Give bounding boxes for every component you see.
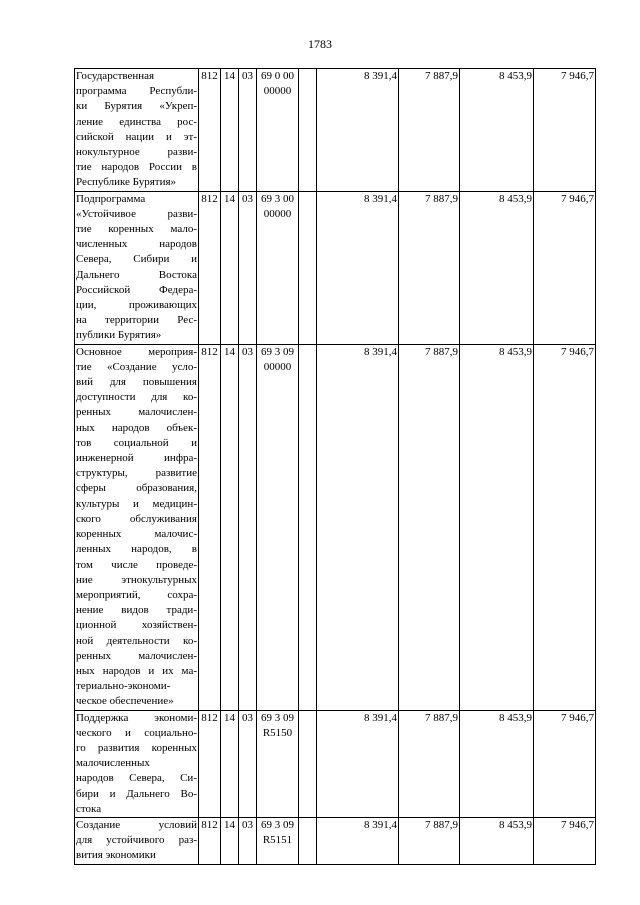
amount-cell: 7 887,9: [399, 710, 460, 817]
row-name-line: мероприятий, сохра-: [76, 588, 197, 601]
row-name-line: ние этнокультурных: [76, 573, 197, 586]
row-name-line: тие коренных мало-: [76, 223, 197, 236]
row-name-line: тие «Создание усло-: [76, 360, 197, 373]
subsection-code-cell: 03: [239, 344, 257, 710]
table-row: [75, 710, 596, 817]
target-article-cell: [257, 191, 299, 344]
target-article-line: 69 0 00: [261, 70, 294, 82]
row-name-line: Поддержка экономи-: [76, 711, 197, 724]
amount-cell: 8 453,9: [460, 344, 534, 710]
row-name-line: доступности для ко-: [76, 391, 197, 404]
row-name-line: сферы образования,: [76, 482, 197, 495]
row-name-line: ленных народов, в: [76, 543, 197, 556]
ministry-code-cell: 812: [199, 191, 221, 344]
amount-cell: 7 946,7: [534, 344, 596, 710]
row-name-line: народов Севера, Си-: [76, 772, 197, 785]
amount-cell: 7 887,9: [399, 69, 460, 192]
row-name-line: ции, проживающих: [76, 299, 197, 312]
row-name-line: нение видов тради-: [76, 604, 197, 617]
row-name-line: коренных малочис-: [76, 528, 197, 541]
table-body: [75, 69, 596, 865]
amount-cell: 7 887,9: [399, 191, 460, 344]
row-name-line: культуры и медицин-: [76, 497, 197, 510]
target-article-line: 00000: [263, 85, 292, 98]
ministry-code-cell: 812: [199, 710, 221, 817]
target-article-line: 69 3 09: [261, 818, 294, 831]
row-name-line: инженерной инфра-: [76, 452, 197, 465]
amount-cell: 7 887,9: [399, 817, 460, 864]
row-name-line: Севера, Сибири и: [76, 253, 197, 266]
row-name-cell: [75, 69, 199, 192]
amount-cell: 8 391,4: [317, 191, 399, 344]
section-code-cell: 14: [221, 344, 239, 710]
row-name-line: ренных малочислен-: [76, 649, 197, 662]
target-article-cell: [257, 344, 299, 710]
row-name-line: ных народов и их ма-: [76, 664, 197, 677]
subsection-code-cell: 03: [239, 710, 257, 817]
row-name-line: бири и Дальнего Во-: [76, 787, 197, 800]
subsection-code-cell: 03: [239, 191, 257, 344]
amount-cell: 8 453,9: [460, 710, 534, 817]
ministry-code-cell: 812: [199, 817, 221, 864]
row-name-line: Республике Бурятия»: [76, 176, 177, 189]
row-name-line: тие народов России в: [76, 161, 197, 174]
subsection-code-cell: 03: [239, 817, 257, 864]
row-name-line: публики Бурятия»: [76, 329, 162, 342]
target-article-cell: [257, 69, 299, 192]
row-name-line: ского обслуживания: [76, 512, 197, 525]
amount-cell: 8 391,4: [317, 817, 399, 864]
row-name-line: ческого и социально-: [76, 726, 197, 739]
target-article-cell: [257, 710, 299, 817]
row-name-line: нокультурное разви-: [76, 146, 197, 159]
table-row: [75, 191, 596, 344]
row-name-line: стока: [76, 802, 102, 815]
row-name-line: ки Бурятия «Укреп-: [76, 100, 197, 113]
amount-cell: 8 453,9: [460, 817, 534, 864]
row-name-line: ренных малочислен-: [76, 406, 197, 419]
amount-cell: 7 946,7: [534, 191, 596, 344]
row-name-cell: [75, 191, 199, 344]
table-row: [75, 817, 596, 864]
row-name-line: Основное мероприя-: [76, 345, 197, 358]
row-name-line: сийской нации и эт-: [76, 130, 197, 143]
row-name-cell: [75, 344, 199, 710]
row-name-line: вития экономики: [76, 849, 156, 862]
ministry-code-cell: 812: [199, 69, 221, 192]
expense-type-cell: [299, 710, 317, 817]
budget-table: [74, 68, 596, 865]
amount-cell: 8 453,9: [460, 69, 534, 192]
target-article-line: 69 3 00: [261, 192, 294, 205]
amount-cell: 7 887,9: [399, 344, 460, 710]
row-name-line: ление единства рос-: [76, 115, 197, 128]
row-name-line: ной деятельности ко-: [76, 634, 197, 647]
amount-cell: 8 391,4: [317, 344, 399, 710]
row-name-line: том числе проведе-: [76, 558, 197, 571]
expense-type-cell: [299, 191, 317, 344]
ministry-code-cell: 812: [199, 344, 221, 710]
page-number: 1783: [308, 37, 332, 51]
row-name-line: Российской Федера-: [76, 283, 197, 296]
row-name-line: для устойчивого раз-: [76, 834, 197, 847]
row-name-line: программа Республи-: [76, 85, 197, 98]
section-code-cell: 14: [221, 69, 239, 192]
row-name-line: «Устойчивое разви-: [76, 207, 197, 220]
row-name-line: малочисленных: [76, 757, 150, 770]
row-name-line: вий для повышения: [76, 376, 197, 389]
section-code-cell: 14: [221, 710, 239, 817]
amount-cell: 8 391,4: [317, 69, 399, 192]
target-article-cell: [257, 817, 299, 864]
amount-cell: 7 946,7: [534, 817, 596, 864]
amount-cell: 8 391,4: [317, 710, 399, 817]
row-name-line: териально-экономи-: [76, 680, 171, 693]
row-name-line: Государственная: [76, 70, 155, 82]
table-row: [75, 69, 596, 192]
target-article-line: 69 3 09: [261, 345, 294, 358]
row-name-cell: [75, 817, 199, 864]
amount-cell: 7 946,7: [534, 69, 596, 192]
amount-cell: 8 453,9: [460, 191, 534, 344]
target-article-line: R5151: [262, 834, 293, 847]
row-name-line: ционной хозяйствен-: [76, 619, 197, 632]
row-name-line: на территории Рес-: [76, 314, 197, 327]
expense-type-cell: [299, 344, 317, 710]
target-article-line: 00000: [263, 207, 292, 220]
row-name-line: ческое обеспечение»: [76, 695, 174, 708]
row-name-line: Дальнего Востока: [76, 268, 197, 281]
row-name-line: Подпрограмма: [76, 192, 146, 205]
row-name-line: Создание условий: [76, 818, 197, 831]
subsection-code-cell: 03: [239, 69, 257, 192]
row-name-line: ных народов объек-: [76, 421, 197, 434]
target-article-line: 69 3 09: [261, 711, 294, 724]
row-name-cell: [75, 710, 199, 817]
expense-type-cell: [299, 69, 317, 192]
expense-type-cell: [299, 817, 317, 864]
section-code-cell: 14: [221, 191, 239, 344]
row-name-line: численных народов: [76, 238, 197, 251]
target-article-line: 00000: [263, 360, 292, 373]
table-row: [75, 344, 596, 710]
target-article-line: R5150: [262, 726, 293, 739]
row-name-line: го развития коренных: [76, 741, 197, 754]
section-code-cell: 14: [221, 817, 239, 864]
row-name-line: структуры, развитие: [76, 467, 197, 480]
row-name-line: тов социальной и: [76, 436, 197, 449]
amount-cell: 7 946,7: [534, 710, 596, 817]
